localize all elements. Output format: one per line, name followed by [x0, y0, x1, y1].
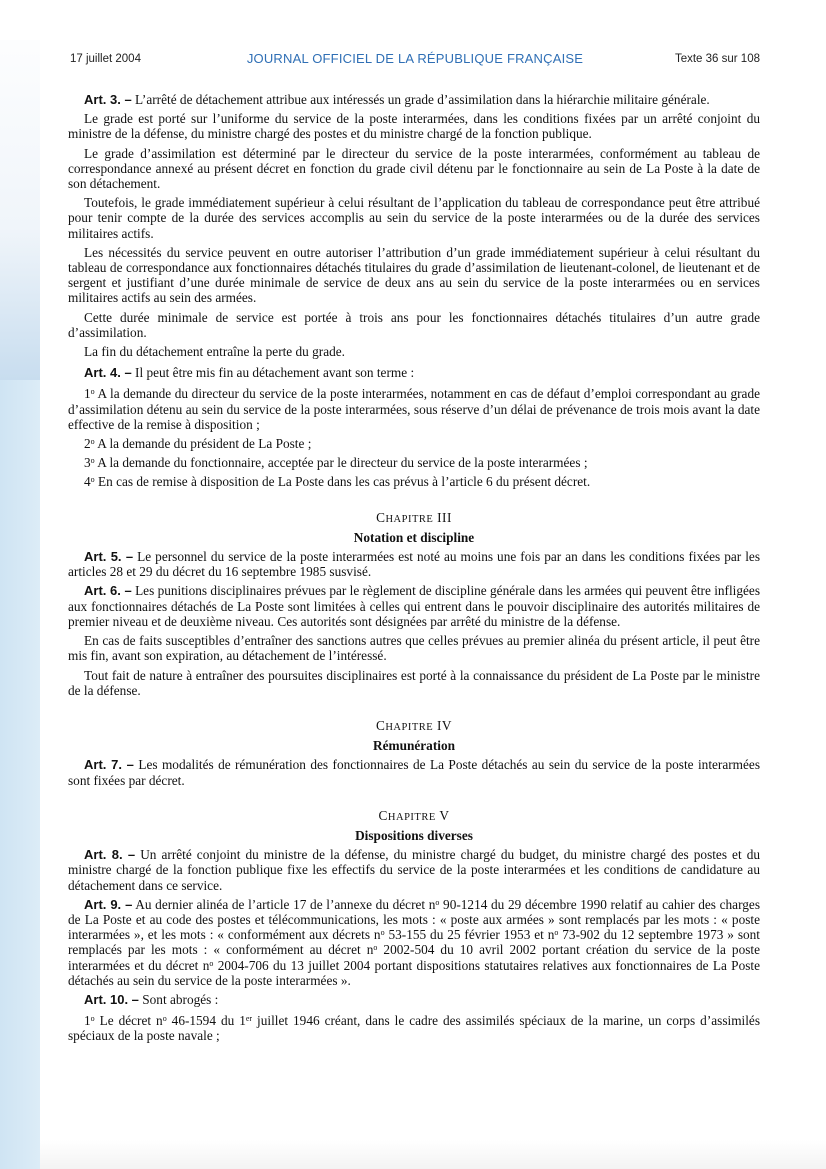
- background-bottom: [40, 1140, 826, 1169]
- art4-item-4: 4$^o$ En cas de remise à disposition de La Poste dans les cas prévus à l’article 6 du présent décret.: [84, 474, 591, 490]
- art4-item-3: 3$^o$ A la demande du fonctionnaire, acceptée par le directeur du service de la poste interarmées ;: [84, 455, 588, 471]
- art6-p1: Art. 6. – Les punitions disciplinaires prévues par le règlement de discipline générale dans les armées qui peuvent être infligées aux fonctionnaires détachés de La Poste sont limitées à celles qui entrent dans le pouvoir disciplinaire des autorités militaires de premier niveau et de deuxième niveau. Ces autorités sont désignées par arrêté du ministre de la défense.: [68, 583, 760, 629]
- background-margin-top: [0, 0, 40, 380]
- art8-p1: Art. 8. – Un arrêté conjoint du ministre de la défense, du ministre chargé du budget, du ministre chargé des postes et du ministre chargé de la fonction publique fixe les effectifs du service de la poste interarmées et les conditions de candidature au détachement dans ce service.: [68, 847, 761, 893]
- art9-p1: Art. 9. – Au dernier alinéa de l’article 17 de l’annexe du décret $n^o$ 90-1214 du 29 décembre 1990 relatif au cahier des charges de La Poste et au code des postes et télécommunications, les mots : « poste aux armées » sont remplacés par les mots : « poste interarmées », et les mots : « conformément aux décrets $n^o$ 53-155 du 25 février 1953 et $n^o$ 73-902 du 12 septembre 1973 » sont remplacés par les mots : « conformément au décret $n^o$ 2002-504 du 10 avril 2002 portant création du service de la poste interarmées et du décret $n^o$ 2004-706 du 13 juillet 2004 portant dispositions statutaires relatives aux fonctionnaires de La Poste détachés au sein du service de la poste interarmées ».: [68, 896, 760, 988]
- art5-p1: Art. 5. – Le personnel du service de la poste interarmées est noté au moins une fois par an dans les conditions fixées par les articles 28 et 29 du décret du 16 septembre 1985 susvisé.: [68, 549, 760, 580]
- chapter-title: Notation et discipline: [353, 529, 475, 545]
- article-label: Art. 4. –: [84, 365, 132, 381]
- page-header: [70, 50, 760, 70]
- chapter-heading: CHAPITRE III: [376, 509, 452, 525]
- art4-item-2: 2$^o$ A la demande du président de La Poste ;: [84, 436, 312, 452]
- header-journal-title: JOURNAL OFFICIEL DE LA RÉPUBLIQUE FRANÇAISE: [246, 51, 584, 66]
- article-label: Art. 3. –: [84, 92, 132, 107]
- art4-intro: Art. 4. – Il peut être mis fin au détachement avant son terme :: [84, 365, 415, 381]
- article-label: Art. 10. –: [84, 991, 139, 1007]
- art3-p2: Le grade est porté sur l’uniforme du service de la poste interarmées, dans les conditions fixées par un arrêté conjoint du ministre de la défense, du ministre chargé des postes et du ministre chargé de la fonction publique.: [68, 111, 760, 142]
- chapter-heading: CHAPITRE V: [378, 807, 450, 823]
- art6-p3: Tout fait de nature à entraîner des poursuites disciplinaires est porté à la connaissance du président de La Poste par le ministre de la défense.: [68, 667, 760, 698]
- art3-p3: Le grade d’assimilation est déterminé par le directeur du service de la poste interarmées, conformément au tableau de correspondance annexé au présent décret en fonction du grade civil détenu par le fonctionnaire au sein de La Poste à la date de son détachement.: [68, 145, 760, 192]
- article-label: Art. 6. –: [84, 583, 132, 599]
- art4-item-1: 1$^o$ A la demande du directeur du service de la poste interarmées, notamment en cas de défaut d’emploi correspondant au grade d’assimilation détenu au sein du service de la poste interarmées, sous réserve d’un délai de prévenance de trois mois avant la date effective de la remise à disposition ;: [68, 386, 760, 432]
- art3-p5: Les nécessités du service peuvent en outre autoriser l’attribution d’un grade immédiatement supérieur à celui résultant du tableau de correspondance aux fonctionnaires détachés titulaires du grade d’assimilation de lieutenant-colonel, de lieutenant et de sergent et justifiant d’une durée minimale de service de deux ans au sein du service de la poste interarmées ou en services militaires actifs au sein des armées.: [68, 244, 760, 306]
- art3-p7: La fin du détachement entraîne la perte du grade.: [84, 344, 346, 360]
- header-date: 17 juillet 2004: [70, 53, 141, 65]
- article-label: Art. 8. –: [84, 847, 136, 863]
- background-top: [0, 0, 826, 40]
- art3-p4: Toutefois, le grade immédiatement supérieur à celui résultant de l’application du tableau de correspondance peut être attribué pour tenir compte de la durée des services accomplis au sein du service de la poste interarmées ou de la durée des services militaires actifs.: [68, 195, 760, 241]
- art3-p1: Art. 3. – L’arrêté de détachement attribue aux intéressés un grade d’assimilation dans la hiérarchie militaire générale.: [84, 92, 710, 107]
- chapter-title: Rémunération: [373, 738, 455, 754]
- art6-p2: En cas de faits susceptibles d’entraîner des sanctions autres que celles prévues au premier alinéa du présent article, il peut être mis fin, avant son expiration, au détachement de l’intéressé.: [68, 633, 760, 664]
- header-text-reference: Texte 36 sur 108: [674, 53, 760, 65]
- art10-intro: Art. 10. – Sont abrogés :: [84, 991, 219, 1007]
- art10-item-1: 1$^o$ Le décret $n^o$ 46-1594 du 1er juillet 1946 créant, dans le cadre des assimilés spéciaux de la marine, un corps d’assimilés spéciaux de la poste navale ;: [68, 1013, 760, 1044]
- art3-p6: Cette durée minimale de service est portée à trois ans pour les fonctionnaires détachés titulaires d’un autre grade d’assimilation.: [68, 309, 760, 340]
- article-label: Art. 5. –: [84, 549, 134, 565]
- chapter-heading: CHAPITRE IV: [375, 717, 453, 733]
- chapter-title: Dispositions diverses: [355, 827, 473, 843]
- article-label: Art. 7. –: [84, 757, 134, 773]
- document-body: [68, 92, 760, 1048]
- art7-p1: Art. 7. – Les modalités de rémunération des fonctionnaires de La Poste détachés au sein du service de la poste interarmées sont fixées par décret.: [68, 757, 760, 788]
- article-label: Art. 9. –: [84, 896, 133, 912]
